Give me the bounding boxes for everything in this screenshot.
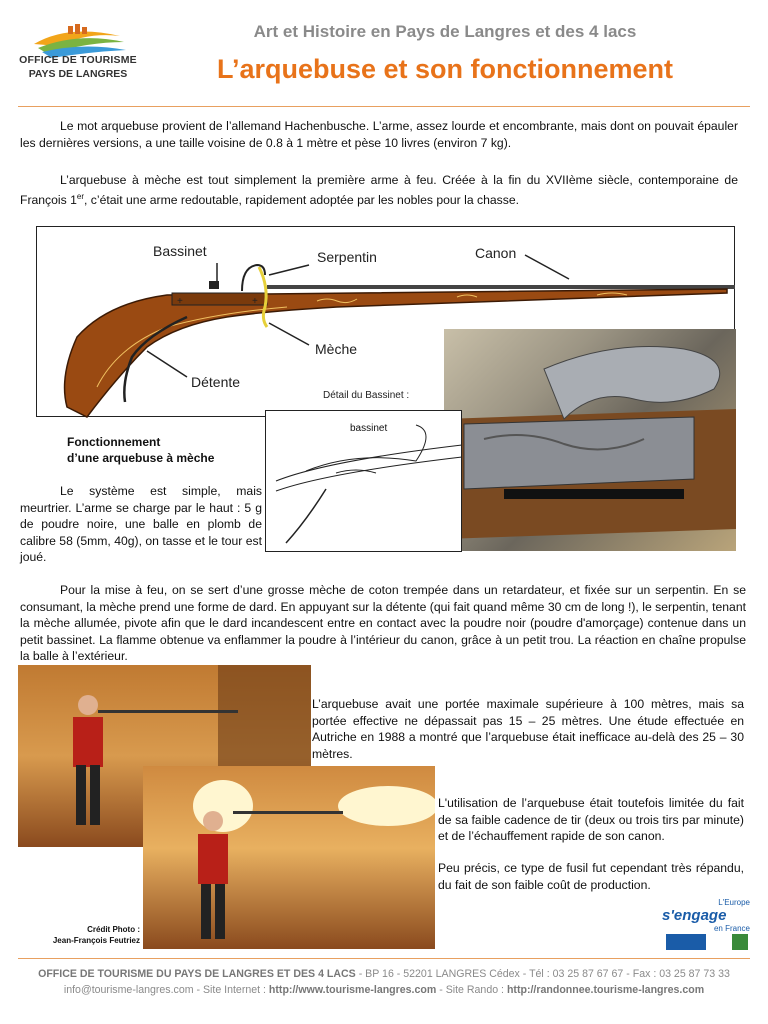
photo-credit (20, 924, 140, 946)
footer-rando-label: - Site Rando : (436, 984, 507, 996)
footer-org: OFFICE DE TOURISME DU PAYS DE LANGRES ET DES 4 LACS (38, 968, 356, 980)
footer-rando-link[interactable]: http://randonnee.tourisme-langres.com (506, 984, 705, 996)
intro-paragraph-1: Le mot arquebuse provient de l’allemand Hachenbusche. L’arme, assez lourde et encombrante, mais dont on pouvait épauler les dernières versions, a une taille voisine de 0.8 à 1 mètre et pèse 10 livres (environ 7 kg). (20, 119, 738, 150)
photo-credit-line1: Crédit Photo : (87, 925, 140, 934)
eu-logo-main: s'engage (662, 907, 727, 924)
label-detente: Détente (191, 374, 241, 390)
svg-text:+: + (252, 296, 258, 307)
logo-line2: PAYS DE LANGRES (28, 68, 128, 80)
section-paragraph-1: Le système est simple, mais meurtrier. L’arme se charge par le haut : 5 g de poudre noire, une balle en plomb de calibre 58 (5mm, 40g), on tasse et le tour est joué. (20, 484, 262, 564)
photo-credit-line2: Jean-François Feutriez (52, 936, 140, 945)
footer-contact: - BP 16 - 52201 LANGRES Cédex - Tél : 03 25 87 67 67 - Fax : 03 25 87 73 33 (355, 968, 730, 980)
intro-paragraph-2-sup: er (76, 191, 85, 201)
footer-line2 (0, 984, 768, 996)
section-paragraph-2: Pour la mise à feu, on se sert d’une grosse mèche de coton trempée dans un retardateur, et fixée sur un serpentin. En se consumant, la mèche prend une forme de dard. En appuyant sur la détente (qui fait quand même 30 cm de long !), le serpentin, tenant la mèche allumée, pivote afin que le dard incandescent entre en contact avec la poudre noir (poudre d'amorçage) contenue dans un petit bassinet. La flamme obtenue va enflammer la poudre à l’intérieur du canon, grâce à un petit trou. La réaction en chaîne propulse la balle à l’extérieur. (20, 583, 746, 663)
bassinet-sketch (265, 410, 462, 552)
header-divider (18, 106, 750, 107)
detail-caption: Détail du Bassinet : (323, 390, 410, 401)
intro-paragraph-2-a: L’arquebuse à mèche est tout simplement la première arme à feu. Créée à la fin du XVIIème siècle, contemporaine de François 1 (20, 173, 738, 207)
footer-divider (18, 958, 750, 959)
shooter-photo-2 (143, 766, 435, 949)
eu-flag-icon (666, 934, 706, 950)
sketch-label-bassinet: bassinet (350, 423, 388, 434)
eu-logo-sub: en France (713, 924, 750, 933)
label-canon: Canon (475, 245, 517, 261)
super-title: Art et Histoire en Pays de Langres et des 4 lacs (253, 22, 637, 41)
footer-email: info@tourisme-langres.com - Site Internet : (63, 984, 269, 996)
page-title: L’arquebuse et son fonctionnement (216, 54, 674, 84)
range-paragraph: L’arquebuse avait une portée maximale supérieure à 100 mètres, mais sa portée effective ne dépassait pas 15 – 25 mètres. Une étude effectuée en Autriche en 1988 a montré que l’arquebuse était inefficace au-delà des 25 – 30 mètres. (312, 697, 744, 761)
intro-paragraph-2-b: , c’était une arme redoutable, rapidement adoptée par les nobles pour la chasse. (84, 192, 519, 207)
bassinet-photo (444, 329, 736, 551)
section-heading-line1: Fonctionnement (67, 435, 161, 449)
feader-icon (732, 934, 748, 950)
usage-paragraph: L'utilisation de l’arquebuse était toutefois limitée du fait de sa faible cadence de tir (deux ou trois tirs par minute) et de l’échauffement rapide de son canon. (438, 796, 744, 843)
section-heading (67, 434, 257, 466)
section-heading-line2: d’une arquebuse à mèche (67, 451, 215, 465)
svg-text:+: + (177, 296, 183, 307)
footer-website-link[interactable]: http://www.tourisme-langres.com (268, 984, 437, 996)
intro-paragraph-2 (20, 172, 738, 208)
eu-logo-top: L'Europe (718, 898, 750, 907)
logo-line1: OFFICE DE TOURISME (19, 54, 137, 66)
precision-paragraph: Peu précis, ce type de fusil fut cependant très répandu, du fait de son faible coût de production. (438, 861, 744, 892)
footer-line1 (0, 968, 768, 980)
label-serpentin: Serpentin (317, 249, 377, 265)
eu-engage-logo (662, 898, 750, 954)
label-meche: Mèche (315, 341, 358, 357)
label-bassinet: Bassinet (153, 243, 207, 259)
